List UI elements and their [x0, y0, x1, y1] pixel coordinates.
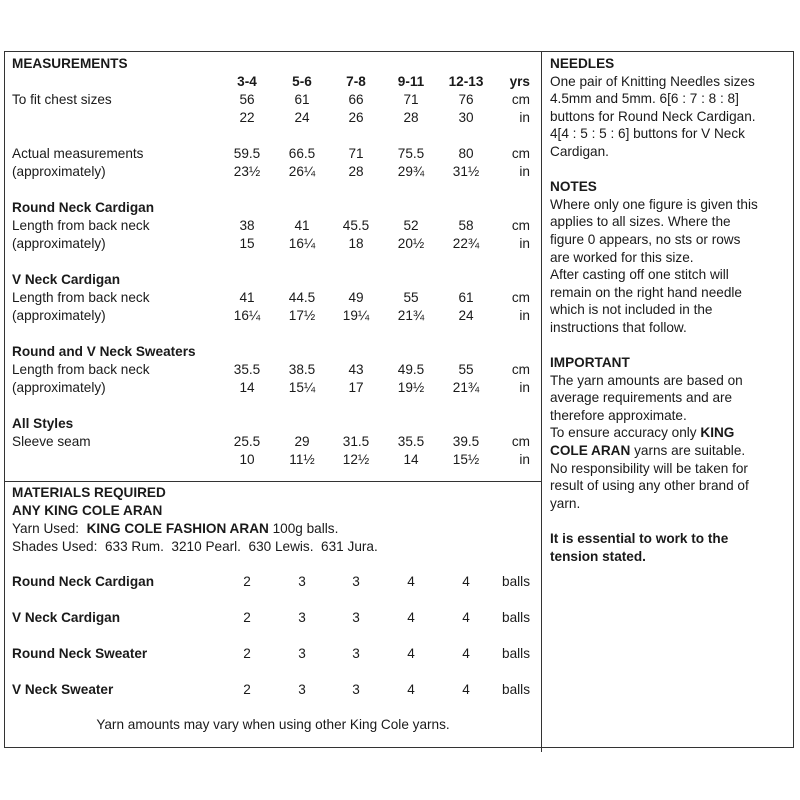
unit-label: balls	[502, 610, 530, 625]
needles-title: NEEDLES	[550, 56, 615, 71]
value-cell: 24	[458, 308, 474, 323]
value-cell: 11½	[289, 452, 315, 467]
unit-label: cm	[511, 218, 530, 233]
value-cell: 59.5	[233, 146, 261, 161]
chest-in-row	[12, 109, 534, 127]
row-label: Length from back neck	[12, 290, 150, 305]
unit-label: in	[519, 308, 530, 323]
vnc-cm-row	[12, 289, 534, 307]
value-cell: 75.5	[397, 146, 425, 161]
value-cell: 52	[403, 218, 419, 233]
value-cell: 38.5	[288, 362, 316, 377]
value-cell: 20½	[397, 236, 425, 251]
garment-label: Round Neck Sweater	[12, 646, 148, 661]
value-cell: 41	[239, 290, 255, 305]
sizes-row	[12, 73, 534, 91]
row-label: (approximately)	[12, 164, 106, 179]
value-cell: 14	[239, 380, 255, 395]
value-cell: 22	[239, 110, 255, 125]
unit-label: cm	[511, 434, 530, 449]
value-cell: 2	[243, 574, 251, 589]
value-cell: 3	[298, 646, 306, 661]
value-cell: 17½	[288, 308, 316, 323]
accuracy-prefix: To ensure accuracy only	[550, 425, 701, 441]
value-cell: 15½	[452, 452, 480, 467]
needles-line: buttons for Round Neck Cardigan.	[550, 108, 756, 124]
actual-in-row	[12, 163, 534, 181]
value-cell: 21¾	[397, 308, 425, 323]
value-cell: 15¼	[288, 380, 316, 395]
tension-line: It is essential to work to the	[550, 531, 729, 547]
important-title: IMPORTANT	[550, 355, 630, 371]
value-cell: 4	[407, 610, 415, 625]
yarn-name: KING COLE FASHION ARAN	[86, 521, 269, 536]
value-cell: 12½	[342, 452, 370, 467]
materials-row	[12, 681, 534, 717]
important-line: average requirements and are	[550, 390, 733, 406]
materials-row	[12, 573, 534, 609]
value-cell: 41	[294, 218, 310, 233]
notes-line: After casting off one stitch will	[550, 267, 729, 283]
value-cell: 28	[348, 164, 364, 179]
value-cell: 29¾	[397, 164, 425, 179]
size-header: 9-11	[397, 74, 425, 89]
garment-label: Round Neck Cardigan	[12, 574, 154, 589]
value-cell: 66	[348, 92, 364, 107]
unit-label: cm	[511, 290, 530, 305]
garment-label: V Neck Cardigan	[12, 610, 121, 625]
value-cell: 29	[294, 434, 310, 449]
value-cell: 24	[294, 110, 310, 125]
value-cell: 4	[407, 574, 415, 589]
value-cell: 3	[352, 610, 360, 625]
actual-cm-row	[12, 145, 534, 163]
v-neck-cardigan-title: V Neck Cardigan	[12, 272, 121, 287]
size-header: 12-13	[448, 74, 484, 89]
yarn-used-line	[12, 520, 338, 538]
value-cell: 61	[294, 92, 310, 107]
yarn-used-row	[12, 520, 534, 538]
column-divider	[541, 51, 542, 752]
accuracy-suffix: yarns are suitable.	[630, 443, 746, 459]
unit-label: cm	[511, 362, 530, 377]
materials-row	[12, 645, 534, 681]
yarn-footnote: Yarn amounts may vary when using other King Cole yarns.	[96, 717, 450, 732]
accuracy-line-2	[550, 442, 795, 460]
needles-line: 4.5mm and 5mm. 6[6 : 7 : 8 : 8]	[550, 91, 739, 107]
shades-used: Shades Used: 633 Rum. 3210 Pearl. 630 Lewis. 631 Jura.	[12, 539, 378, 554]
materials-title-row	[12, 484, 534, 502]
unit-label: balls	[502, 646, 530, 661]
unit-label: balls	[502, 574, 530, 589]
row-label: Sleeve seam	[12, 434, 91, 449]
tension-line: tension stated.	[550, 548, 646, 564]
materials-subtitle-row	[12, 502, 534, 520]
value-cell: 23½	[233, 164, 261, 179]
row-label: To fit chest sizes	[12, 92, 112, 107]
value-cell: 39.5	[452, 434, 480, 449]
value-cell: 2	[243, 646, 251, 661]
section-heading	[12, 271, 534, 289]
important-line: result of using any other brand of	[550, 478, 749, 494]
value-cell: 4	[462, 682, 470, 697]
unit-label: in	[519, 110, 530, 125]
value-cell: 61	[458, 290, 474, 305]
notes-line: which is not included in the	[550, 302, 713, 318]
value-cell: 4	[462, 610, 470, 625]
rnc-cm-row	[12, 217, 534, 235]
row-label: Actual measurements	[12, 146, 144, 161]
needles-line: One pair of Knitting Needles sizes	[550, 73, 755, 89]
unit-label: cm	[511, 146, 530, 161]
value-cell: 56	[239, 92, 255, 107]
value-cell: 44.5	[288, 290, 316, 305]
section-divider	[4, 481, 541, 482]
section-heading	[12, 415, 534, 433]
size-header: 5-6	[292, 74, 312, 89]
value-cell: 15	[239, 236, 255, 251]
value-cell: 35.5	[397, 434, 425, 449]
yarn-suffix: 100g balls.	[272, 521, 339, 536]
value-cell: 38	[239, 218, 255, 233]
value-cell: 3	[298, 574, 306, 589]
shades-row	[12, 538, 534, 556]
accuracy-bold-2: COLE ARAN	[550, 443, 631, 459]
notes-line: instructions that follow.	[550, 319, 687, 335]
value-cell: 58	[458, 218, 474, 233]
value-cell: 2	[243, 610, 251, 625]
needles-line: Cardigan.	[550, 143, 609, 159]
row-label: Length from back neck	[12, 218, 150, 233]
important-line: No responsibility will be taken for	[550, 460, 748, 476]
value-cell: 25.5	[233, 434, 261, 449]
value-cell: 16¼	[233, 308, 261, 323]
value-cell: 3	[298, 682, 306, 697]
value-cell: 71	[403, 92, 419, 107]
chest-cm-row	[12, 91, 534, 109]
important-line: therefore approximate.	[550, 407, 687, 423]
value-cell: 4	[462, 574, 470, 589]
row-label: (approximately)	[12, 308, 106, 323]
notes-line: are worked for this size.	[550, 249, 694, 265]
sweaters-title: Round and V Neck Sweaters	[12, 344, 196, 359]
unit-label: cm	[511, 92, 530, 107]
value-cell: 16¼	[288, 236, 316, 251]
notes-title: NOTES	[550, 179, 597, 195]
value-cell: 2	[243, 682, 251, 697]
row-label: (approximately)	[12, 380, 106, 395]
value-cell: 17	[348, 380, 364, 395]
value-cell: 55	[458, 362, 474, 377]
sw-in-row	[12, 379, 534, 397]
value-cell: 19½	[397, 380, 425, 395]
value-cell: 14	[403, 452, 419, 467]
value-cell: 28	[403, 110, 419, 125]
value-cell: 3	[352, 574, 360, 589]
materials-subtitle: ANY KING COLE ARAN	[12, 503, 163, 518]
value-cell: 43	[348, 362, 364, 377]
value-cell: 18	[348, 236, 364, 251]
notes-line: applies to all sizes. Where the	[550, 214, 731, 230]
all-styles-title: All Styles	[12, 416, 74, 431]
section-heading	[12, 199, 534, 217]
measurements-section	[12, 55, 534, 469]
value-cell: 4	[462, 646, 470, 661]
value-cell: 31.5	[342, 434, 370, 449]
value-cell: 49.5	[397, 362, 425, 377]
value-cell: 3	[298, 610, 306, 625]
notes-line: remain on the right hand needle	[550, 284, 742, 300]
vnc-in-row	[12, 307, 534, 325]
notes-line: figure 0 appears, no sts or rows	[550, 231, 741, 247]
sw-cm-row	[12, 361, 534, 379]
value-cell: 66.5	[288, 146, 316, 161]
value-cell: 4	[407, 682, 415, 697]
unit-label: in	[519, 164, 530, 179]
important-line: The yarn amounts are based on	[550, 372, 743, 388]
needles-line: 4[4 : 5 : 5 : 6] buttons for V Neck	[550, 126, 745, 142]
important-line: yarn.	[550, 495, 581, 511]
value-cell: 10	[239, 452, 255, 467]
value-cell: 80	[458, 146, 474, 161]
section-heading	[12, 343, 534, 361]
value-cell: 19¼	[342, 308, 370, 323]
value-cell: 71	[348, 146, 364, 161]
value-cell: 45.5	[342, 218, 370, 233]
value-cell: 55	[403, 290, 419, 305]
value-cell: 4	[407, 646, 415, 661]
value-cell: 3	[352, 682, 360, 697]
accuracy-bold-1: KING	[700, 425, 735, 441]
measurements-title-row	[12, 55, 534, 73]
round-neck-cardigan-title: Round Neck Cardigan	[12, 200, 154, 215]
garment-label: V Neck Sweater	[12, 682, 114, 697]
yarn-prefix: Yarn Used:	[12, 521, 79, 536]
materials-row	[12, 609, 534, 645]
notes-column	[550, 55, 795, 565]
value-cell: 21¾	[452, 380, 480, 395]
size-header: 7-8	[346, 74, 366, 89]
unit-label: in	[519, 452, 530, 467]
value-cell: 26¼	[288, 164, 316, 179]
sleeve-in-row	[12, 451, 534, 469]
materials-title: MATERIALS REQUIRED	[12, 485, 166, 500]
value-cell: 26	[348, 110, 364, 125]
notes-line: Where only one figure is given this	[550, 196, 758, 212]
unit-label: in	[519, 236, 530, 251]
value-cell: 31½	[452, 164, 480, 179]
value-cell: 49	[348, 290, 364, 305]
value-cell: 35.5	[233, 362, 261, 377]
materials-section	[12, 484, 534, 732]
value-cell: 3	[352, 646, 360, 661]
size-header: 3-4	[237, 74, 257, 89]
value-cell: 22¾	[452, 236, 480, 251]
sizes-unit: yrs	[509, 74, 530, 89]
measurements-title: MEASUREMENTS	[12, 56, 128, 71]
sleeve-cm-row	[12, 433, 534, 451]
unit-label: balls	[502, 682, 530, 697]
row-label: (approximately)	[12, 236, 106, 251]
accuracy-line-1	[550, 424, 795, 442]
value-cell: 30	[458, 110, 474, 125]
row-label: Length from back neck	[12, 362, 150, 377]
unit-label: in	[519, 380, 530, 395]
value-cell: 76	[458, 92, 474, 107]
rnc-in-row	[12, 235, 534, 253]
